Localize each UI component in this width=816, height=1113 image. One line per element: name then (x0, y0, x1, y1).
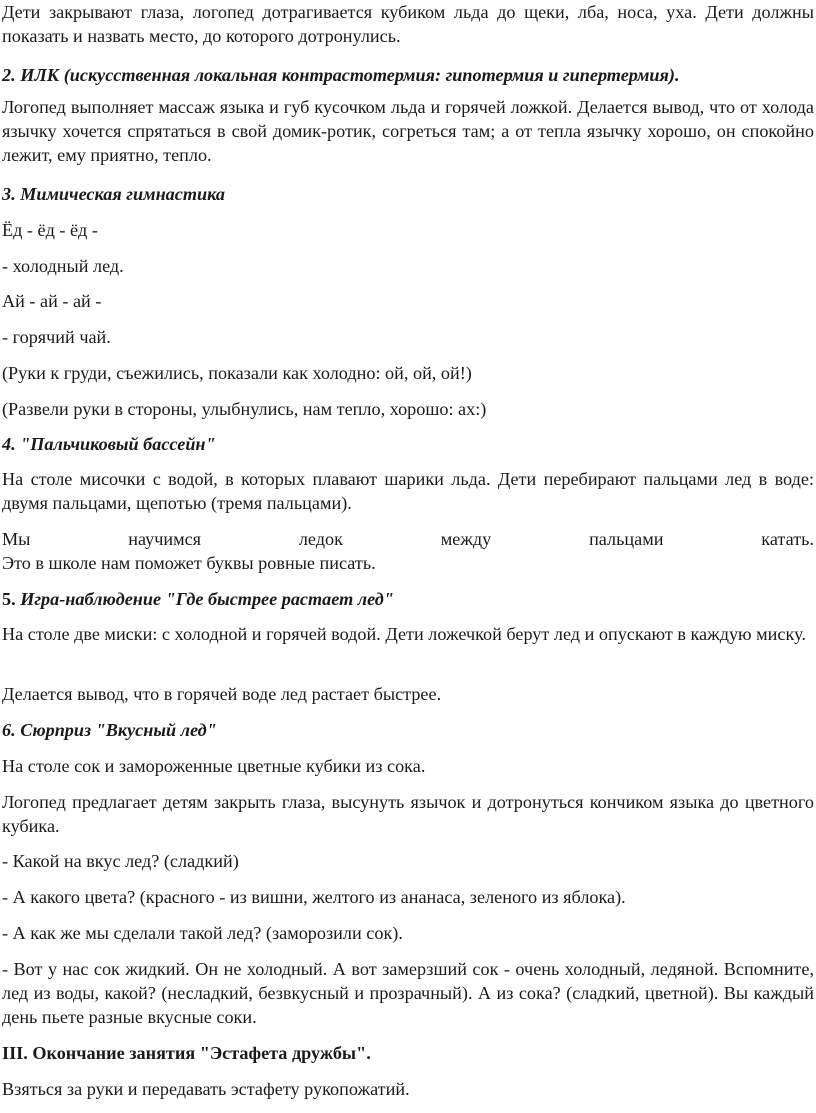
observation-paragraph: На столе две миски: с холодной и горячей водой. Дети ложечкой берут лед и опускают в каждую миску. (2, 624, 806, 644)
intro-paragraph: Дети закрывают глаза, логопед дотрагивается кубиком льда до щеки, лба, носа, уха. Дети должны показать и назвать место, до которого дотронулись. (2, 2, 814, 46)
question-how: - А как же мы сделали такой лед? (заморозили сок). (2, 923, 403, 943)
verse-word: катать. (761, 529, 814, 549)
verse (2, 527, 814, 575)
finger-pool-paragraph: На столе мисочки с водой, в которых плавают шарики льда. Дети перебирают пальцами лед в воде: двумя пальцами, щепотью (тремя пальцами). (2, 469, 814, 513)
heading-tasty-ice: 6. Сюрприз "Вкусный лед" (2, 720, 217, 740)
heading-mimic-gymnastics: 3. Мимическая гимнастика (2, 184, 225, 204)
conclusion-paragraph: Делается вывод, что в горячей воде лед растает быстрее. (2, 684, 442, 704)
juice-paragraph: На столе сок и замороженные цветные кубики из сока. (2, 756, 426, 776)
ending-paragraph: Взяться за руки и передавать эстафету рукопожатий. (2, 1079, 410, 1099)
verse-word: пальцами (589, 529, 664, 549)
heading-ilk: 2. ИЛК (искусственная локальная контрастотермия: гипотермия и гипертермия). (2, 65, 680, 85)
tongue-paragraph: Логопед предлагает детям закрыть глаза, высунуть язычок и дотронуться кончиком языка до цветного кубика. (2, 792, 814, 836)
mimic-line: Ай - ай - ай - (2, 291, 102, 311)
question-color: - А какого цвета? (красного - из вишни, желтого из ананаса, зеленого из яблока). (2, 887, 626, 907)
final-paragraph: - Вот у нас сок жидкий. Он не холодный. А вот замерзший сок - очень холодный, ледяной. Вспомните, лед из воды, какой? (несладкий, безвкусный и прозрачный). А из сока? (сладкий, цветной). Вы каждый день пьете разные вкусные соки. (2, 959, 814, 1027)
heading-number: 5. (2, 589, 16, 609)
question-taste: - Какой на вкус лед? (сладкий) (2, 851, 239, 871)
verse-word: научимся (128, 529, 202, 549)
verse-word: Мы (2, 529, 31, 549)
verse-word: между (440, 529, 492, 549)
mimic-line: - горячий чай. (2, 327, 111, 347)
heading-finger-pool: 4. "Пальчиковый бассейн" (2, 434, 216, 454)
verse-line-2: Это в школе нам поможет буквы ровные писать. (2, 553, 376, 573)
heading-observation-game (2, 587, 814, 611)
heading-text: Игра-наблюдение "Где быстрее растает лед" (20, 589, 394, 609)
heading-ending: III. Окончание занятия "Эстафета дружбы". (2, 1043, 371, 1063)
mimic-line: (Развели руки в стороны, улыбнулись, нам тепло, хорошо: ах:) (2, 399, 487, 419)
mimic-line: Ёд - ёд - ёд - (2, 220, 98, 240)
verse-word: ледок (298, 529, 343, 549)
verse-line-1 (2, 527, 814, 551)
mimic-line: - холодный лед. (2, 256, 124, 276)
ilk-paragraph: Логопед выполняет массаж языка и губ кусочком льда и горячей ложкой. Делается вывод, что от холода язычку хочется спрятаться в свой домик-ротик, согреться там; а от тепла язычку хорошо, он спокойно лежит, ему приятно, тепло. (2, 97, 814, 165)
mimic-line: (Руки к груди, съежились, показали как холодно: ой, ой, ой!) (2, 363, 472, 383)
